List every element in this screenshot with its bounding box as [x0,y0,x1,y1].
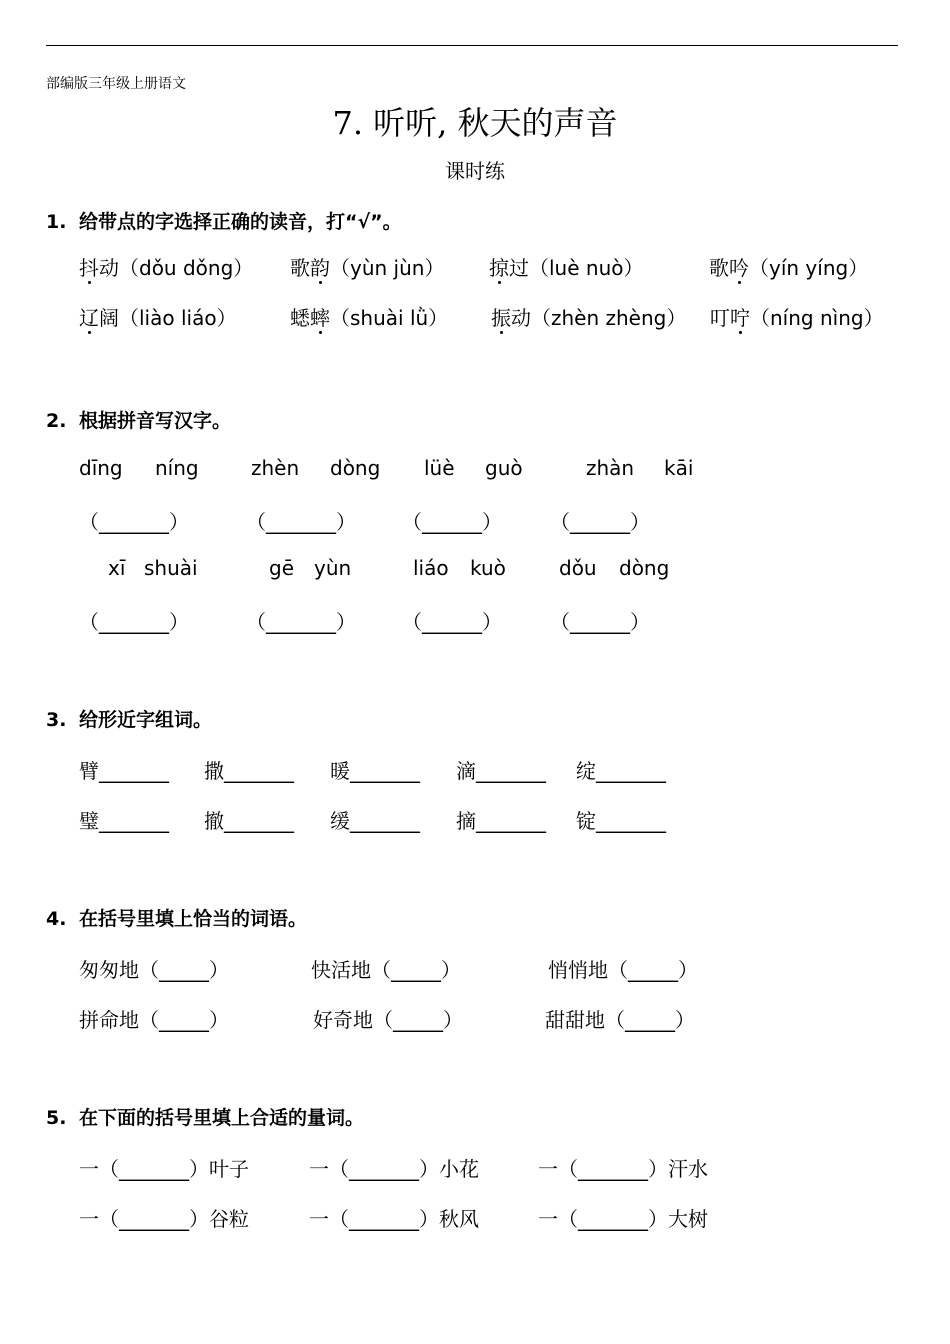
question-number: 1. [46,211,67,233]
question-2 [46,406,231,433]
answer-blank[interactable]: （_______） [79,510,189,534]
q1-item: 振动（zhèn zhèng） [491,302,686,331]
measure-word-blank[interactable]: 一（_______）小花 [309,1157,479,1181]
answer-blank[interactable]: （______） [402,510,502,534]
q1-item: 歌韵（yùn jùn） [290,252,444,281]
question-text: 给带点的字选择正确的读音，打“√”。 [79,211,402,233]
lesson-title: 7. 听听, 秋天的声音 [332,104,618,142]
pinyin: kāi [664,456,694,480]
word-blank[interactable]: 暖_______ [330,759,420,783]
pinyin: dòng [619,556,670,580]
pinyin: shuài [144,556,198,580]
course-header: 部编版三年级上册语文 [46,76,186,92]
dotted-char: 韵 [310,252,330,281]
pinyin: zhàn [586,456,635,480]
question-3 [46,705,212,732]
question-number: 4. [46,908,67,930]
measure-word-blank[interactable]: 一（_______）谷粒 [79,1207,249,1231]
pinyin: dòng [330,456,381,480]
dotted-char: 辽 [79,302,99,331]
word-blank[interactable]: 摘_______ [456,809,546,833]
dotted-char: 掠 [489,252,509,281]
measure-word-blank[interactable]: 一（_______）秋风 [309,1207,479,1231]
pinyin: zhèn [251,456,300,480]
measure-word-blank[interactable]: 一（_______）汗水 [538,1157,708,1181]
question-number: 2. [46,410,67,432]
answer-blank[interactable]: （______） [550,510,650,534]
question-number: 5. [46,1107,67,1129]
question-1 [46,207,402,234]
pinyin: gē [269,556,294,580]
question-text: 给形近字组词。 [79,709,213,731]
question-text: 在下面的括号里填上合适的量词。 [79,1107,365,1129]
question-text: 在括号里填上恰当的词语。 [79,908,308,930]
answer-blank[interactable]: （_______） [246,610,356,634]
answer-blank[interactable]: （_______） [246,510,356,534]
q1-item: 叮咛（níng nìng） [710,302,884,331]
pinyin: dīng [79,456,123,480]
answer-blank[interactable]: （______） [550,610,650,634]
phrase-blank[interactable]: 好奇地（_____） [313,1008,463,1032]
q1-item: 歌吟（yín yíng） [709,252,868,281]
pinyin: yùn [314,556,352,580]
q1-item: 掠过（luè nuò） [489,252,643,281]
q1-item: 辽阔（liào liáo） [79,302,237,331]
pinyin: dǒu [559,556,597,580]
dotted-char: 蟀 [310,302,330,331]
word-blank[interactable]: 滴_______ [456,759,546,783]
word-blank[interactable]: 锭_______ [576,809,666,833]
word-blank[interactable]: 撤_______ [204,809,294,833]
question-5 [46,1103,364,1130]
pinyin: liáo [413,556,449,580]
pinyin: kuò [470,556,506,580]
word-blank[interactable]: 绽_______ [576,759,666,783]
lesson-subtitle: 课时练 [445,159,505,183]
pinyin: xī [108,556,126,580]
question-4 [46,904,307,931]
word-blank[interactable]: 璧_______ [79,809,169,833]
phrase-blank[interactable]: 快活地（_____） [311,958,461,982]
phrase-blank[interactable]: 甜甜地（_____） [545,1008,695,1032]
word-blank[interactable]: 臂_______ [79,759,169,783]
dotted-char: 咛 [730,302,750,331]
pinyin: guò [485,456,523,480]
phrase-blank[interactable]: 拼命地（_____） [79,1008,229,1032]
pinyin: lüè [424,456,455,480]
measure-word-blank[interactable]: 一（_______）大树 [538,1207,708,1231]
phrase-blank[interactable]: 匆匆地（_____） [79,958,229,982]
word-blank[interactable]: 撒_______ [204,759,294,783]
pinyin: níng [155,456,199,480]
dotted-char: 吟 [729,252,749,281]
dotted-char: 抖 [79,252,99,281]
q1-item: 蟋蟀（shuài lǜ） [290,302,448,331]
answer-blank[interactable]: （______） [402,610,502,634]
header-rule [46,45,898,46]
question-text: 根据拼音写汉字。 [79,410,232,432]
measure-word-blank[interactable]: 一（_______）叶子 [79,1157,249,1181]
dotted-char: 振 [491,302,511,331]
question-number: 3. [46,709,67,731]
word-blank[interactable]: 缓_______ [330,809,420,833]
phrase-blank[interactable]: 悄悄地（_____） [548,958,698,982]
answer-blank[interactable]: （_______） [79,610,189,634]
q1-item: 抖动（dǒu dǒng） [79,252,253,281]
